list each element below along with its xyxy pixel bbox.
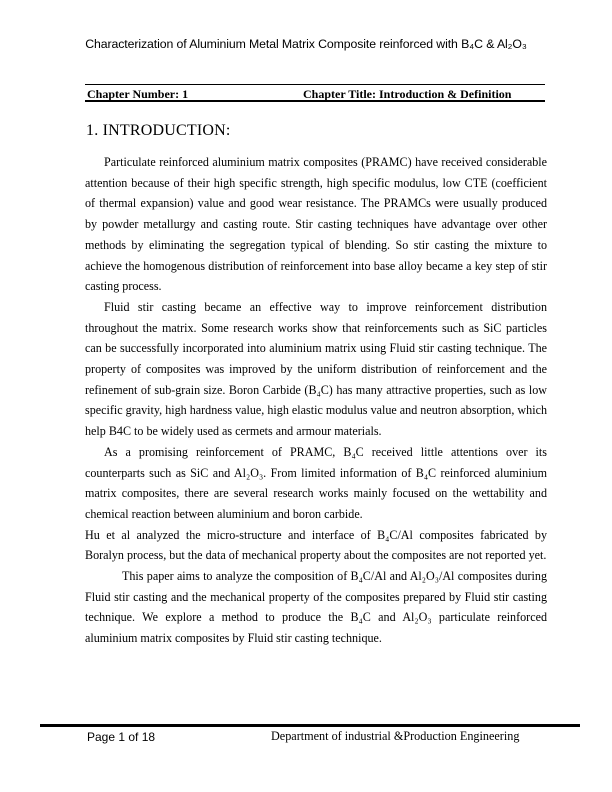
section-heading: 1. INTRODUCTION:	[86, 122, 231, 139]
footer-department: Department of industrial &Production Engineering	[271, 729, 520, 743]
running-header: Characterization of Aluminium Metal Matrix Composite reinforced with B₄C & Al₂O₃	[85, 37, 527, 51]
paragraph: Particulate reinforced aluminium matrix composites (PRAMC) have received considerable attention because of their high specific strength, high specific modulus, low CTE (coefficient of thermal expansion) value and good wear resistance. The PRAMCs were usually produced by powder metallurgy and casting route. Stir casting techniques have advantage over other methods by eliminating the segregation typical of blending. So stir casting the mixture to achieve the homogenous distribution of reinforcement into base alloy became a key step of stir casting process.	[85, 155, 547, 294]
footer-divider	[40, 724, 580, 727]
chapter-title: Chapter Title: Introduction & Definition	[303, 87, 512, 101]
chapter-number: Chapter Number: 1	[87, 87, 189, 101]
chapter-info-bar	[85, 84, 545, 102]
paragraph: Fluid stir casting became an effective way to improve reinforcement distribution throughout the matrix. Some research works show that reinforcements such as SiC particles can be successfully incorporated into aluminium matrix using Fluid stir casting technique. The property of composites was improved by the uniform distribution of reinforcement and the refinement of sub-grain size. Boron Carbide (B₄C) has many attractive properties, such as low specific gravity, high hardness value, high elastic modulus value and neutron absorption, which help B4C to be widely used as cermets and armour materials.	[85, 299, 547, 439]
paragraph: As a promising reinforcement of PRAMC, B₄C received little attentions over its counterparts such as SiC and Al₂O₃. From limited information of B₄C reinforced aluminium matrix composites, there are several research works mainly focused on the wettability and chemical reaction between aluminium and boron carbide.	[85, 444, 547, 521]
paragraph: This paper aims to analyze the composition of B₄C/Al and Al₂O₃/Al composites during Fluid stir casting and the mechanical property of the composites prepared by Fluid stir casting technique. We explore a method to produce the B₄C and Al₂O₃ particulate reinforced aluminium matrix composites by Fluid stir casting technique.	[85, 569, 547, 646]
paragraph: Hu et al analyzed the micro-structure and interface of B₄C/Al composites fabricated by Boralyn process, but the data of mechanical property about the composites are not reported yet.	[85, 527, 547, 563]
body-text	[85, 152, 547, 649]
page-number: Page 1 of 18	[87, 730, 156, 744]
